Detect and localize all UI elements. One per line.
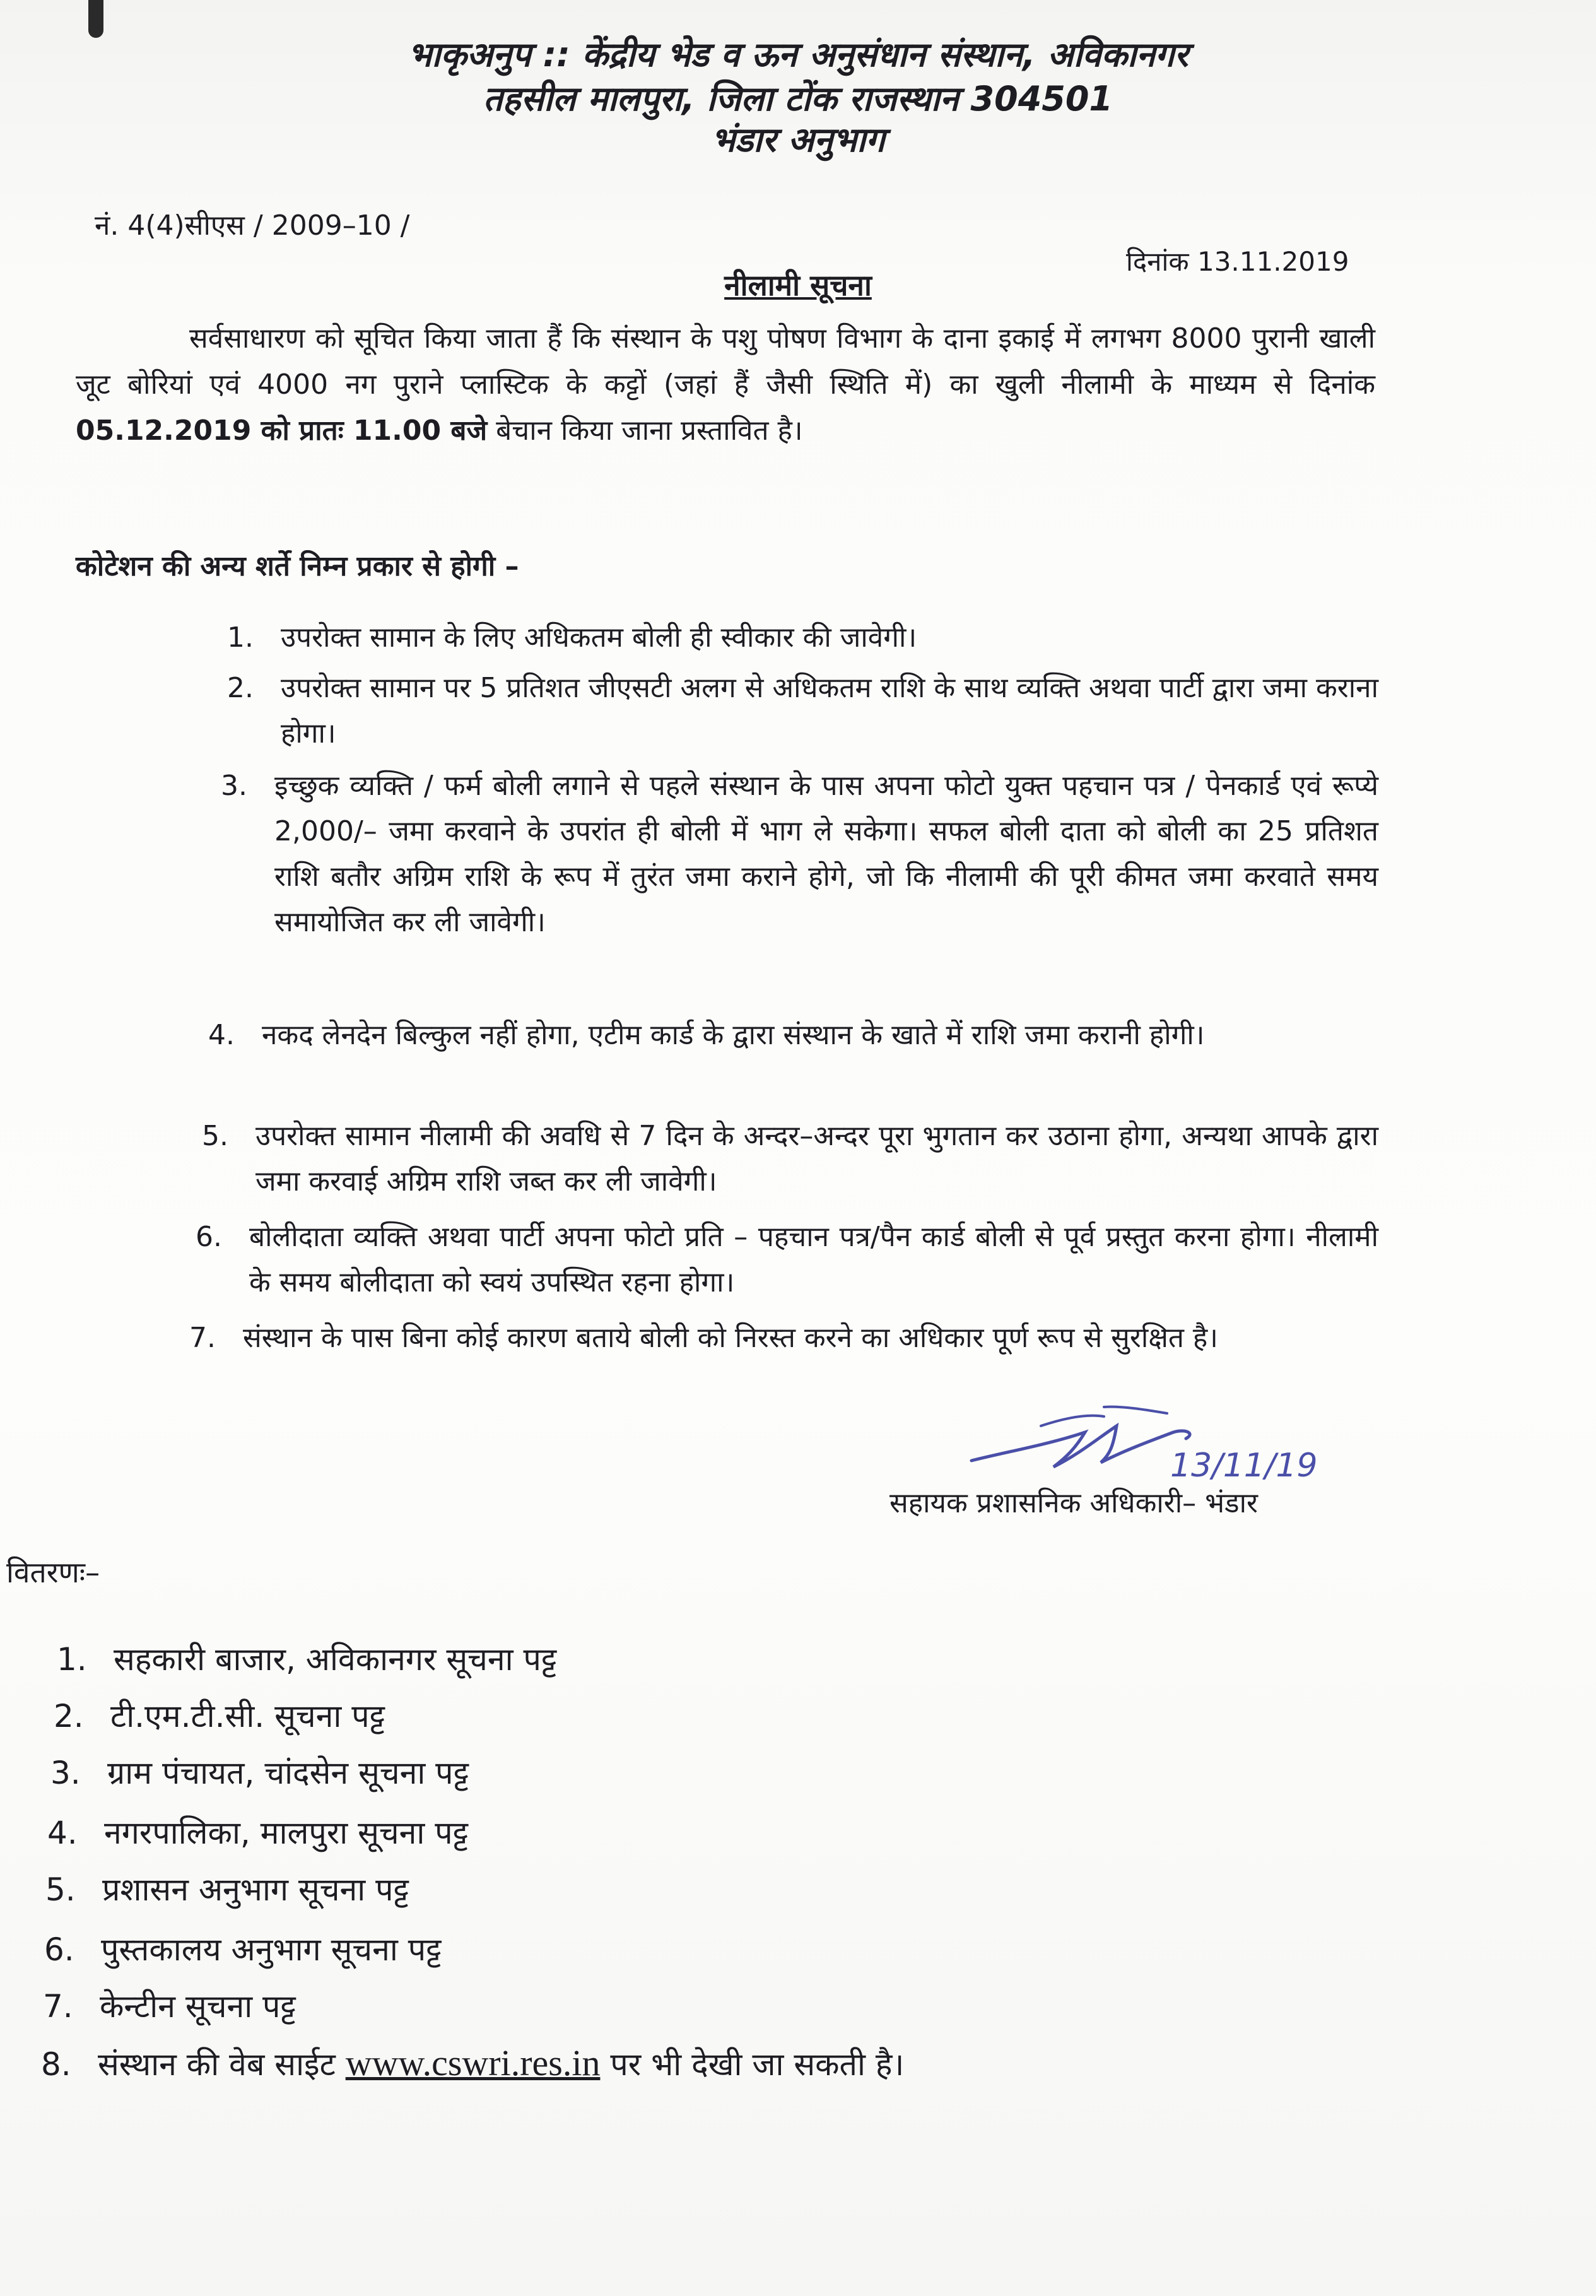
term-number: 4. — [208, 1019, 235, 1051]
distribution-heading: वितरणः– — [6, 1555, 100, 1589]
term-text: बोलीदाता व्यक्ति अथवा पार्टी अपना फोटो प्रति – पहचान पत्र/पैन कार्ड बोली से पूर्व प्रस्तुत करना होगा। नीलामी के समय बोलीदाता को स्वयं उपस्थित रहना होगा। — [249, 1221, 1378, 1298]
distribution-item: 4. नगरपालिका, मालपुरा सूचना पट्ट — [47, 1815, 469, 1851]
distribution-item: 3. ग्राम पंचायत, चांदसेन सूचना पट्ट — [50, 1755, 469, 1791]
term-text: उपरोक्त सामान पर 5 प्रतिशत जीएसटी अलग से अधिकतम राशि के साथ व्यक्ति अथवा पार्टी द्वारा जमा कराना होगा। — [281, 672, 1378, 750]
term-number: 5. — [202, 1120, 228, 1152]
signature-date: 13/11/19 — [1170, 1447, 1318, 1485]
distribution-item: 2. टी.एम.टी.सी. सूचना पट्ट — [54, 1698, 385, 1734]
term-number: 2. — [227, 672, 254, 704]
term-number: 1. — [227, 621, 254, 654]
term-text: नकद लेनदेन बिल्कुल नहीं होगा, एटीम कार्ड के द्वारा संस्थान के खाते में राशि जमा करानी होगी। — [262, 1019, 1205, 1051]
term-number: 6. — [196, 1221, 222, 1253]
header-institute: भाकृअनुप :: केंद्रीय भेड व ऊन अनुसंधान संस्थान, अविकानगर — [408, 35, 1188, 74]
reference-number: नं. 4(4)सीएस / 2009–10 / — [95, 209, 410, 242]
intro-paragraph — [76, 315, 1375, 454]
term-text: उपरोक्त सामान के लिए अधिकतम बोली ही स्वीकार की जावेगी। — [281, 621, 917, 654]
distribution-item: 6. पुस्तकालय अनुभाग सूचना पट्ट — [44, 1931, 442, 1968]
term-number: 3. — [221, 770, 247, 802]
signatory-designation: सहायक प्रशासनिक अधिकारी– भंडार — [889, 1487, 1258, 1519]
header-section: भंडार अनुभाग — [711, 120, 885, 160]
notice-date: दिनांक 13.11.2019 — [1126, 246, 1349, 277]
distribution-item: 5. प्रशासन अनुभाग सूचना पट्ट — [45, 1871, 409, 1908]
notice-subject: नीलामी सूचना — [724, 268, 872, 302]
term-text: इच्छुक व्यक्ति / फर्म बोली लगाने से पहले संस्थान के पास अपना फोटो युक्त पहचान पत्र / पेनकार्ड एवं रूप्ये 2,000/– जमा करवाने के उपरांत ही बोली में भाग ले सकेगा। सफल बोली दाता को बोली का 25 प्रतिशत राशि बतौर अग्रिम राशि के रूप में तुरंत जमा कराने होगे, जो कि नीलामी की पूरी कीमत जमा करवाते समय समायोजित कर ली जावेगी। — [274, 770, 1378, 938]
term-number: 7. — [189, 1322, 216, 1354]
header-address: तहसील मालपुरा, जिला टोंक राजस्थान 304501 — [483, 79, 1113, 119]
punch-hole-mark — [88, 0, 103, 38]
distribution-item: 8. संस्थान की वेब साईट www.cswri.res.in पर भी देखी जा सकती है। — [41, 2042, 905, 2083]
term-text: उपरोक्त सामान नीलामी की अवधि से 7 दिन के अन्दर–अन्दर पूरा भुगतान कर उठाना होगा, अन्यथा आपके द्वारा जमा करवाई अग्रिम राशि जब्त कर ली जावेगी। — [255, 1120, 1378, 1198]
distribution-item: 7. केन्टीन सूचना पट्ट — [43, 1988, 296, 2025]
term-text: संस्थान के पास बिना कोई कारण बताये बोली को निरस्त करने का अधिकार पूर्ण रूप से सुरक्षित है। — [243, 1322, 1218, 1354]
distribution-item: 1. सहकारी बाजार, अविकानगर सूचना पट्ट — [57, 1641, 557, 1678]
intro-auction-datetime: 05.12.2019 को प्रातः 11.00 बजे — [76, 415, 488, 447]
institute-website-link[interactable]: www.cswri.res.in — [345, 2042, 601, 2083]
intro-text-1: सर्वसाधारण को सूचित किया जाता हैं कि संस्थान के पशु पोषण विभाग के दाना इकाई में लगभग 8000 पुरानी खाली जूट बोरियां एवं 4000 नग पुराने प्लास्टिक के कट्टों (जहां हैं जैसी स्थिति में) का खुली नीलामी के माध्यम से दिनांक — [76, 322, 1375, 401]
terms-heading: कोटेशन की अन्य शर्ते निम्न प्रकार से होगी – — [76, 550, 519, 582]
intro-text-2: बेचान किया जाना प्रस्तावित है। — [487, 415, 803, 447]
